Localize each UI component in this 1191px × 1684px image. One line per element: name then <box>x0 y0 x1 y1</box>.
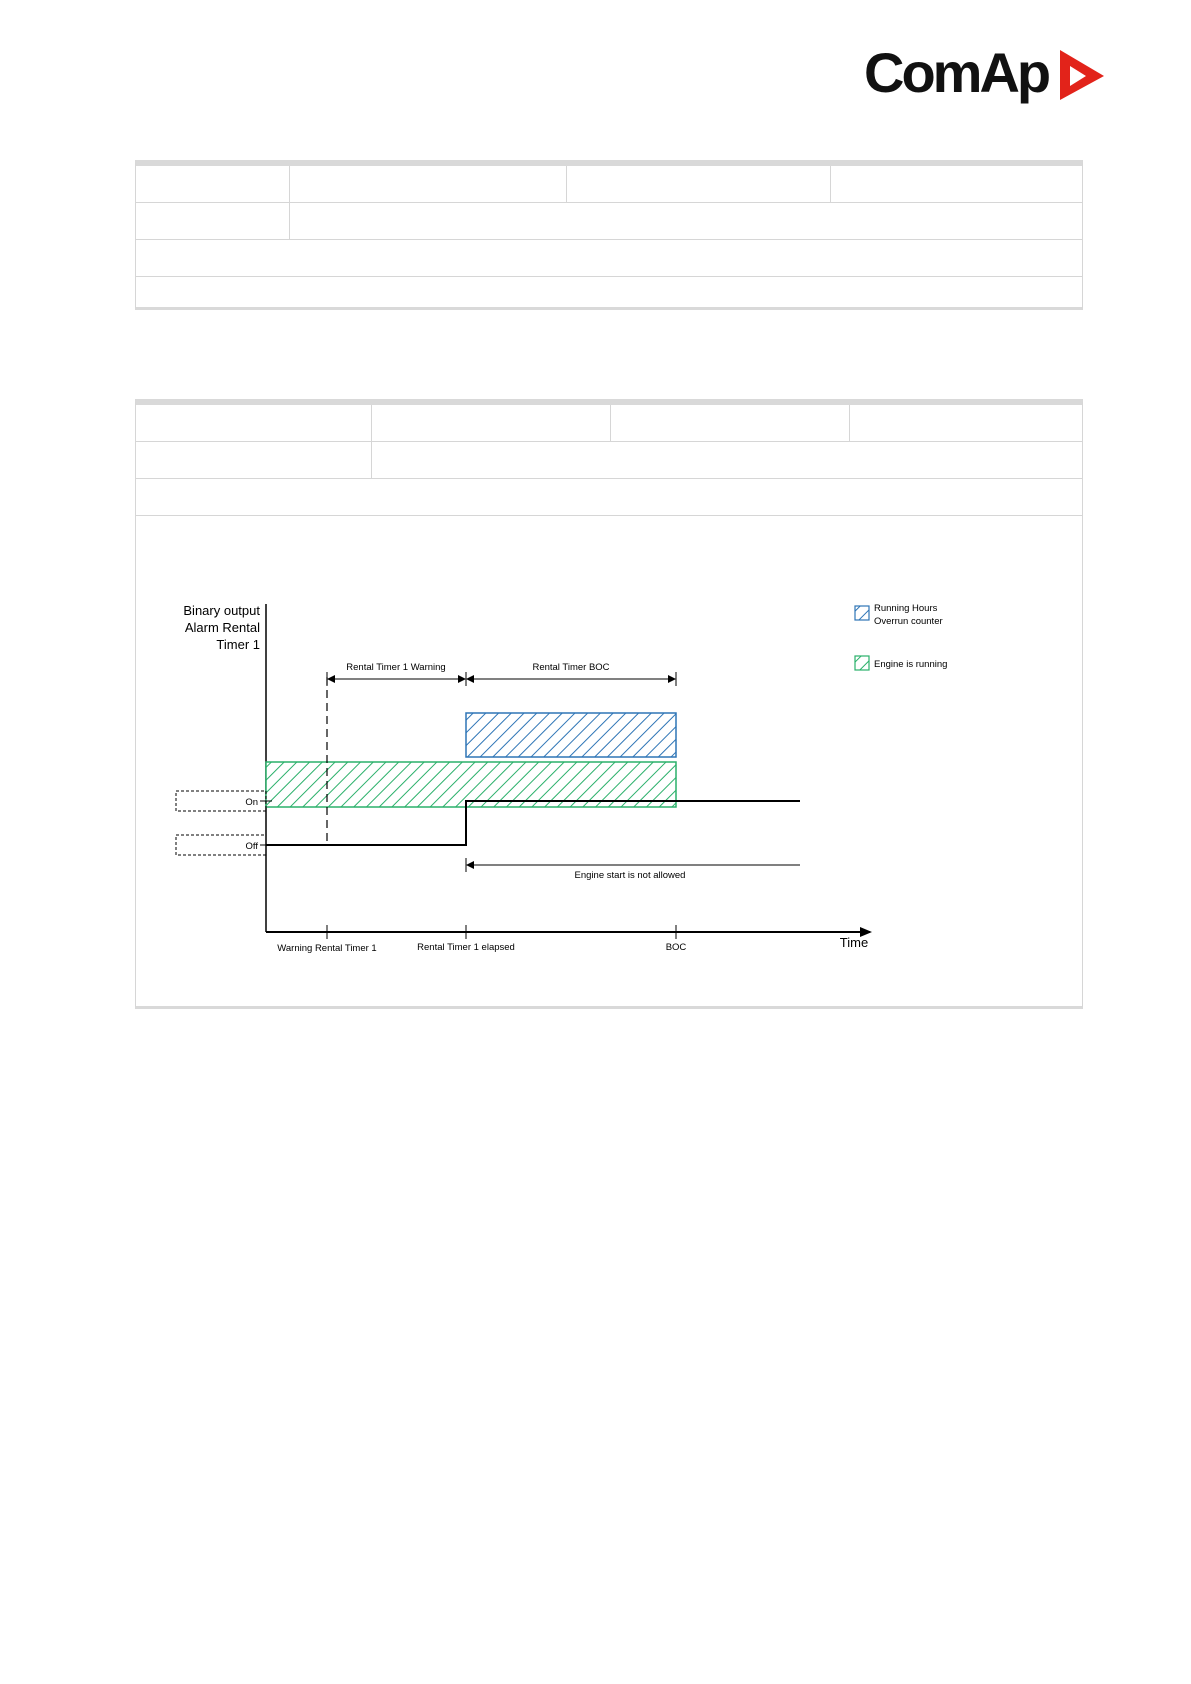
comap-logo <box>864 42 1104 112</box>
tick-warning-label: Warning Rental Timer 1 <box>277 943 377 954</box>
logo-arrow-icon <box>1056 48 1106 102</box>
table-row <box>136 405 1082 442</box>
legend-label-running-hours-2: Overrun counter <box>874 616 943 627</box>
not-allowed-label: Engine start is not allowed <box>574 870 686 881</box>
table-row <box>136 166 1082 203</box>
warning-span-label: Rental Timer 1 Warning <box>346 662 446 673</box>
rental-timer-diagram <box>160 580 980 970</box>
legend-swatch-engine-running <box>855 656 869 670</box>
parameter-table-1 <box>135 160 1083 310</box>
state-off-label: Off <box>245 841 258 852</box>
table-row <box>136 240 1082 277</box>
tick-elapsed-label: Rental Timer 1 elapsed <box>417 942 515 953</box>
y-axis-label-line1: Binary output <box>183 603 260 618</box>
table-row <box>136 479 1082 516</box>
tick-boc-label: BOC <box>665 942 687 953</box>
table-row <box>136 277 1082 307</box>
table-row <box>136 203 1082 240</box>
y-axis-label-line2: Alarm Rental <box>184 620 260 635</box>
y-axis-label-line3: Timer 1 <box>216 637 260 652</box>
legend-label-engine-running: Engine is running <box>874 659 948 670</box>
table-row <box>136 442 1082 479</box>
legend-swatch-running-hours <box>855 606 869 620</box>
x-axis-label: Time <box>839 935 869 950</box>
boc-span-label: Rental Timer BOC <box>532 662 610 673</box>
state-on-label: On <box>245 797 258 808</box>
logo-wordmark: ComAp <box>864 41 1049 104</box>
legend-label-running-hours-1: Running Hours <box>874 603 938 614</box>
running-hours-overrun-bar <box>466 713 676 757</box>
